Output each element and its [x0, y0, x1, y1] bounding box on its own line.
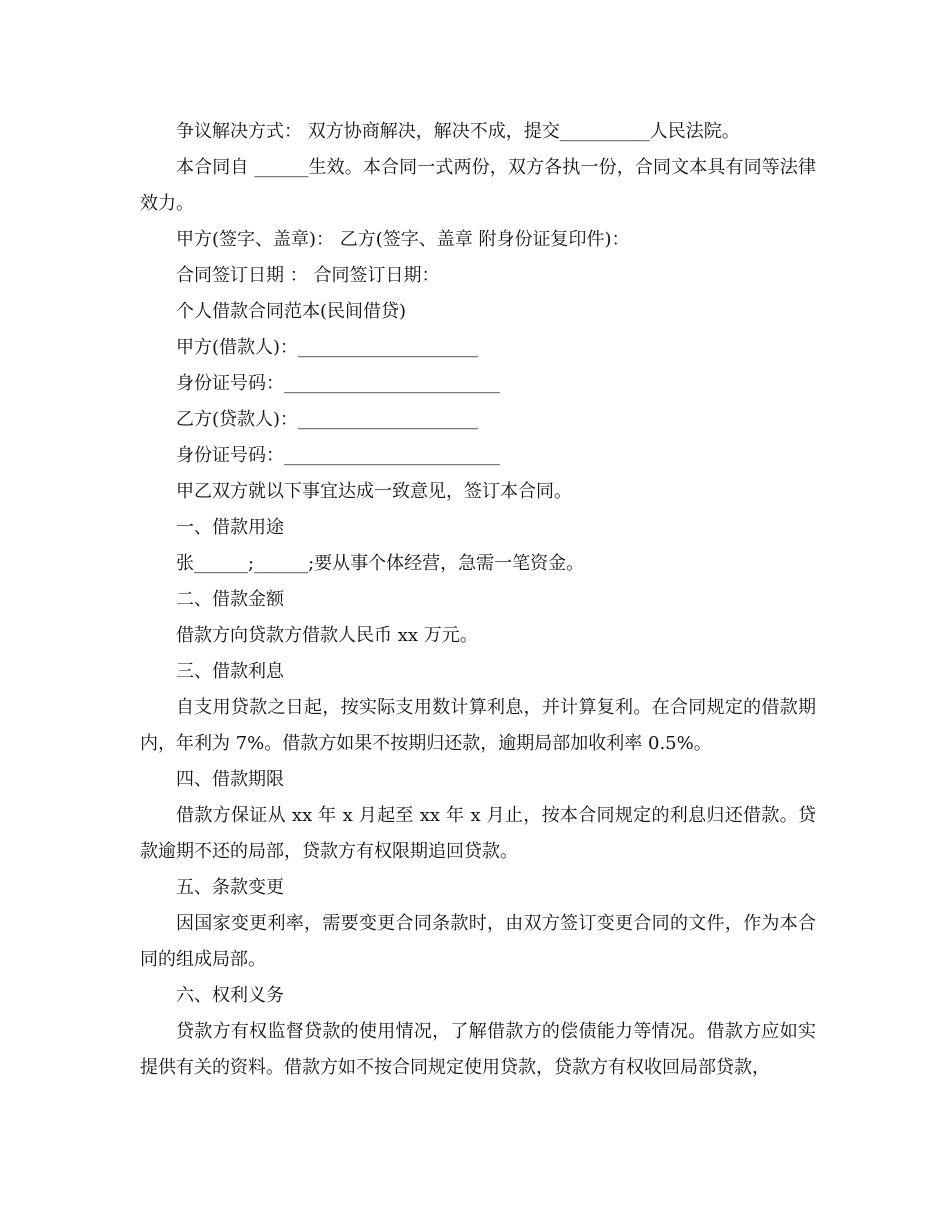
- section-heading-rights: 六、权利义务: [176, 985, 284, 1006]
- contract-title: 个人借款合同范本(民间借贷): [176, 301, 407, 322]
- paragraph-rights: 贷款方有权监督贷款的使用情况，了解借款方的偿债能力等情况。借款方应如实提供有关的资料。借款方如不按合同规定使用贷款，贷款方有权收回局部贷款，: [140, 1021, 816, 1078]
- paragraph-interest: 自支用贷款之日起，按实际支用数计算利息，并计算复利。在合同规定的借款期内，年利为 7%。借款方如果不按期归还款，逾期局部加收利率 0.5%。: [140, 697, 816, 754]
- party-a-id-number: 身份证号码：________________________: [176, 373, 500, 394]
- paragraph-signing-dates: 合同签订日期 ： 合同签订日期：: [176, 265, 440, 286]
- paragraph-term: 借款方保证从 xx 年 x 月起至 xx 年 x 月止，按本合同规定的利息归还借款。贷款逾期不还的局部，贷款方有权限期追回贷款。: [140, 805, 816, 862]
- paragraph-dispute-resolution: 争议解决方式： 双方协商解决，解决不成，提交__________人民法院。: [176, 121, 740, 142]
- party-b-lender: 乙方(贷款人)：____________________: [176, 409, 479, 430]
- paragraph-agreement: 甲乙双方就以下事宜达成一致意见，签订本合同。: [176, 481, 572, 502]
- section-heading-purpose: 一、借款用途: [176, 517, 284, 538]
- party-a-borrower: 甲方(借款人)：____________________: [176, 337, 479, 358]
- paragraph-amount: 借款方向贷款方借款人民币 xx 万元。: [176, 625, 478, 646]
- document-body: [140, 114, 816, 1086]
- section-heading-amount: 二、借款金额: [176, 589, 284, 610]
- paragraph-effective-date: 本合同自 ______生效。本合同一式两份，双方各执一份，合同文本具有同等法律效力。: [140, 157, 816, 214]
- party-b-id-number: 身份证号码：________________________: [176, 445, 500, 466]
- section-heading-interest: 三、借款利息: [176, 661, 284, 682]
- paragraph-amendment: 因国家变更利率，需要变更合同条款时，由双方签订变更合同的文件，作为本合同的组成局部。: [140, 913, 816, 970]
- section-heading-amendment: 五、条款变更: [176, 877, 284, 898]
- paragraph-purpose: 张______;______;要从事个体经营，急需一笔资金。: [176, 553, 585, 574]
- section-heading-term: 四、借款期限: [176, 769, 284, 790]
- paragraph-signatures: 甲方(签字、盖章)： 乙方(签字、盖章 附身份证复印件)：: [176, 229, 630, 250]
